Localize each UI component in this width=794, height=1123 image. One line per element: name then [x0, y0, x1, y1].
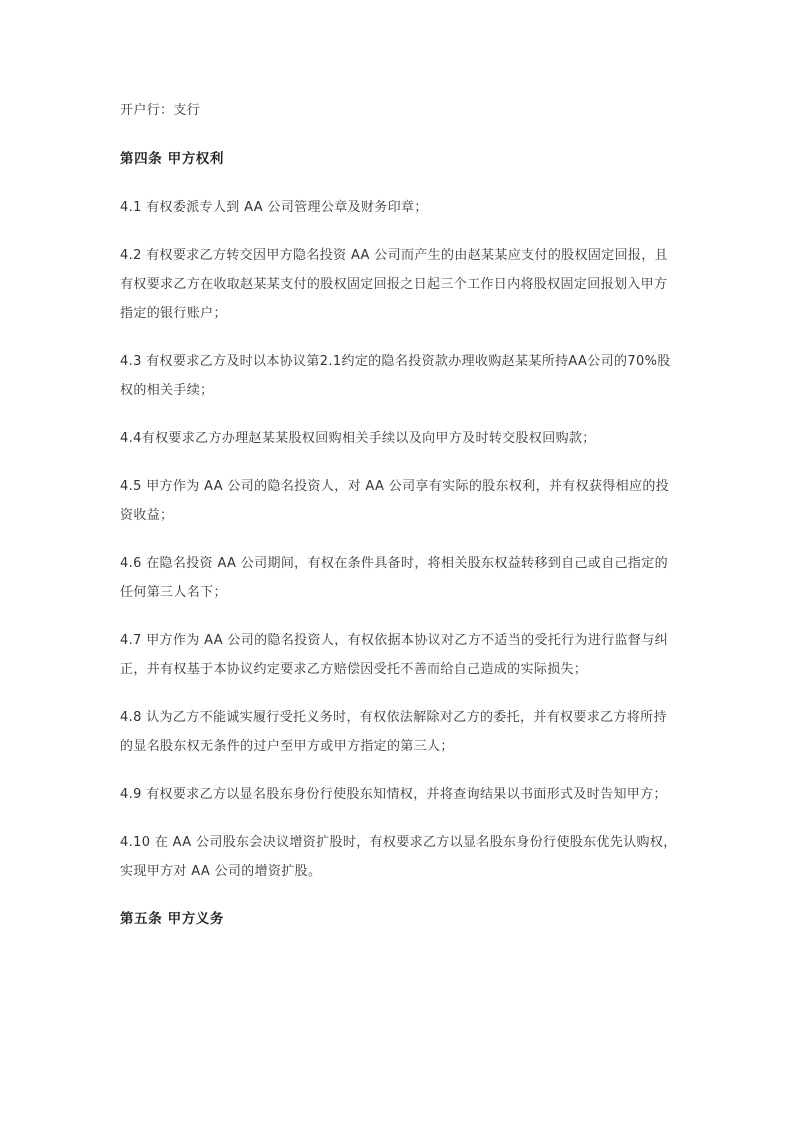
document-body — [120, 96, 680, 953]
clause-4-9: 4.9 有权要求乙方以显名股东身份行使股东知情权，并将查询结果以书面形式及时告知甲方； — [120, 787, 667, 802]
section-5-heading: 第五条 甲方义务 — [120, 911, 224, 927]
clause-4-5: 4.5 甲方作为 AA 公司的隐名投资人，对 AA 公司享有实际的股东权利，并有权获得相应的投资收益； — [120, 479, 670, 523]
clause-4-8: 4.8 认为乙方不能诚实履行受托义务时，有权依法解除对乙方的委托，并有权要求乙方将所持的显名股东权无条件的过户至甲方或甲方指定的第三人； — [120, 710, 667, 754]
clause-4-3: 4.3 有权要求乙方及时以本协议第2.1约定的隐名投资款办理收购赵某某所持AA公司的70%股权的相关手续； — [120, 354, 671, 398]
clause-4-10: 4.10 在 AA 公司股东会决议增资扩股时，有权要求乙方以显名股东身份行使股东优先认购权，实现甲方对 AA 公司的增资扩股。 — [120, 835, 677, 879]
clause-4-2: 4.2 有权要求乙方转交因甲方隐名投资 AA 公司而产生的由赵某某应支付的股权固定回报，且有权要求乙方在收取赵某某支付的股权固定回报之日起三个工作日内将股权固定回报划入甲方指定的银行账户； — [120, 248, 668, 321]
clause-4-1: 4.1 有权委派专人到 AA 公司管理公章及财务印章； — [120, 200, 428, 215]
clause-4-4: 4.4有权要求乙方办理赵某某股权回购相关手续以及向甲方及时转交股权回购款； — [120, 431, 596, 446]
section-4-heading: 第四条 甲方权利 — [120, 151, 224, 167]
bank-line: 开户行：支行 — [120, 103, 201, 118]
clause-4-6: 4.6 在隐名投资 AA 公司期间，有权在条件具备时，将相关股东权益转移到自己或自己指定的任何第三人名下； — [120, 556, 668, 600]
clause-4-7: 4.7 甲方作为 AA 公司的隐名投资人，有权依据本协议对乙方不适当的受托行为进行监督与纠正，并有权基于本协议约定要求乙方赔偿因受托不善而给自己造成的实际损失； — [120, 633, 668, 677]
